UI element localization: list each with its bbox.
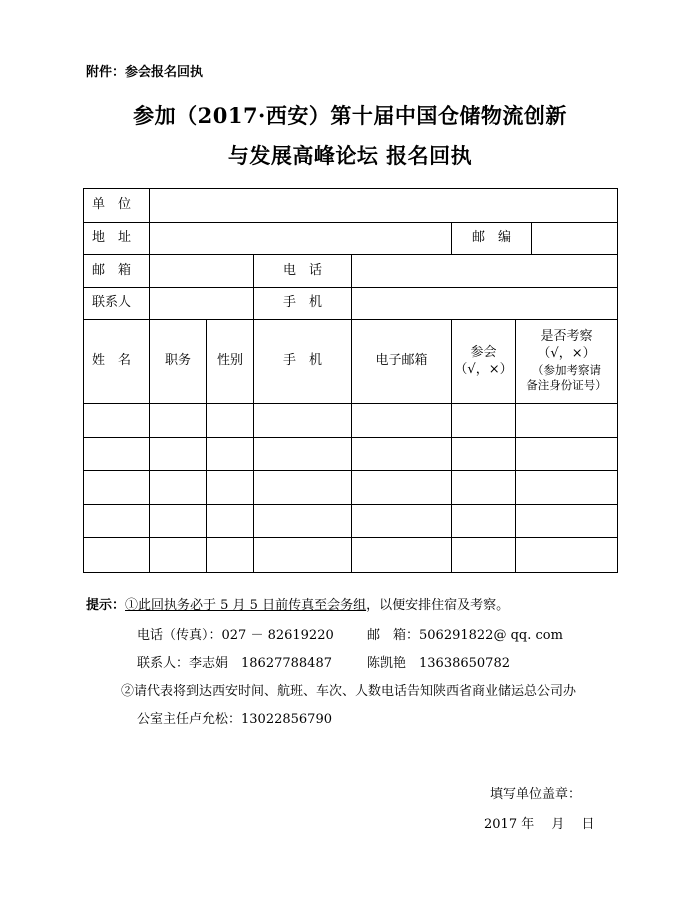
position-cell[interactable] <box>150 538 207 573</box>
phone-field[interactable] <box>352 255 618 288</box>
notes-item1 <box>86 594 509 613</box>
gender-cell[interactable] <box>207 538 254 573</box>
inspect-line1: 是否考察 <box>540 329 593 345</box>
col-header-position: 职务 <box>150 320 207 404</box>
attend-cell[interactable] <box>452 471 516 505</box>
email-cell[interactable] <box>352 538 452 573</box>
date-line: 2017 年 月 日 <box>484 817 595 832</box>
notes-item2-line2: 公室主任卢允松：13022856790 <box>137 712 332 727</box>
mobile-field[interactable] <box>352 288 618 320</box>
page-title-line2: 与发展高峰论坛 报名回执 <box>227 143 473 168</box>
col-header-gender: 性别 <box>207 320 254 404</box>
name-cell[interactable] <box>84 438 150 471</box>
name-cell[interactable] <box>84 404 150 438</box>
attend-line2: （√，×） <box>454 361 513 377</box>
notes-item2-line1: ②请代表将到达西安时间、航班、车次、人数电话告知陕西省商业储运总公司办 <box>121 684 577 699</box>
notes-item1-underlined: ①此回执务必于 5 月 5 日前传真至会务组 <box>125 598 367 613</box>
postcode-label: 邮 编 <box>452 223 532 255</box>
inspect-cell[interactable] <box>516 538 618 573</box>
email-cell[interactable] <box>352 438 452 471</box>
col-header-mobile: 手 机 <box>254 320 352 404</box>
inspect-line4: 备注身份证号） <box>526 378 607 393</box>
name-cell[interactable] <box>84 471 150 505</box>
attend-cell[interactable] <box>452 505 516 538</box>
email-cell[interactable] <box>352 404 452 438</box>
inspect-cell[interactable] <box>516 404 618 438</box>
inspect-line3: （参加考察请 <box>532 362 601 377</box>
name-cell[interactable] <box>84 538 150 573</box>
address-label: 地 址 <box>84 223 150 255</box>
mobile-cell[interactable] <box>254 471 352 505</box>
position-cell[interactable] <box>150 404 207 438</box>
table-row <box>84 438 618 471</box>
notes-contact2: 陈凯艳 13638650782 <box>367 656 510 671</box>
position-cell[interactable] <box>150 438 207 471</box>
inspect-cell[interactable] <box>516 505 618 538</box>
table-row <box>84 538 618 573</box>
attend-line1: 参会 <box>470 344 497 360</box>
position-cell[interactable] <box>150 505 207 538</box>
unit-label: 单 位 <box>84 189 150 223</box>
table-row <box>84 471 618 505</box>
name-cell[interactable] <box>84 505 150 538</box>
col-header-email: 电子邮箱 <box>352 320 452 404</box>
mobile-cell[interactable] <box>254 538 352 573</box>
attachment-label: 附件：参会报名回执 <box>86 65 204 80</box>
inspect-cell[interactable] <box>516 438 618 471</box>
col-header-attend <box>452 320 516 404</box>
inspect-cell[interactable] <box>516 471 618 505</box>
page-title-line1: 参加（2017·西安）第十届中国仓储物流创新 <box>133 103 567 128</box>
contact-field[interactable] <box>150 288 254 320</box>
notes-contact1: 联系人：李志娟 18627788487 <box>137 656 332 671</box>
mobile-label: 手 机 <box>254 288 352 320</box>
table-row <box>84 505 618 538</box>
col-header-inspect <box>516 320 618 404</box>
table-row <box>84 404 618 438</box>
attend-cell[interactable] <box>452 438 516 471</box>
phone-label: 电 话 <box>254 255 352 288</box>
contact-label: 联系人 <box>84 288 150 320</box>
address-field[interactable] <box>150 223 452 255</box>
attend-cell[interactable] <box>452 404 516 438</box>
postcode-field[interactable] <box>532 223 618 255</box>
position-cell[interactable] <box>150 471 207 505</box>
attend-cell[interactable] <box>452 538 516 573</box>
col-header-name: 姓 名 <box>84 320 150 404</box>
mobile-cell[interactable] <box>254 404 352 438</box>
gender-cell[interactable] <box>207 438 254 471</box>
gender-cell[interactable] <box>207 471 254 505</box>
notes-mailbox: 邮 箱：506291822@ qq. com <box>367 628 563 643</box>
registration-form <box>83 188 618 573</box>
notes-prompt-label: 提示： <box>86 598 126 613</box>
email-label: 邮 箱 <box>84 255 150 288</box>
notes-item1-rest: ，以便安排住宿及考察。 <box>366 598 510 613</box>
email-field[interactable] <box>150 255 254 288</box>
seal-label: 填写单位盖章： <box>490 787 582 802</box>
mobile-cell[interactable] <box>254 438 352 471</box>
mobile-cell[interactable] <box>254 505 352 538</box>
gender-cell[interactable] <box>207 404 254 438</box>
gender-cell[interactable] <box>207 505 254 538</box>
email-cell[interactable] <box>352 471 452 505</box>
unit-field[interactable] <box>150 189 618 223</box>
email-cell[interactable] <box>352 505 452 538</box>
notes-tel-fax: 电话（传真）：027 － 82619220 <box>137 628 334 643</box>
inspect-line2: （√，×） <box>537 345 596 361</box>
